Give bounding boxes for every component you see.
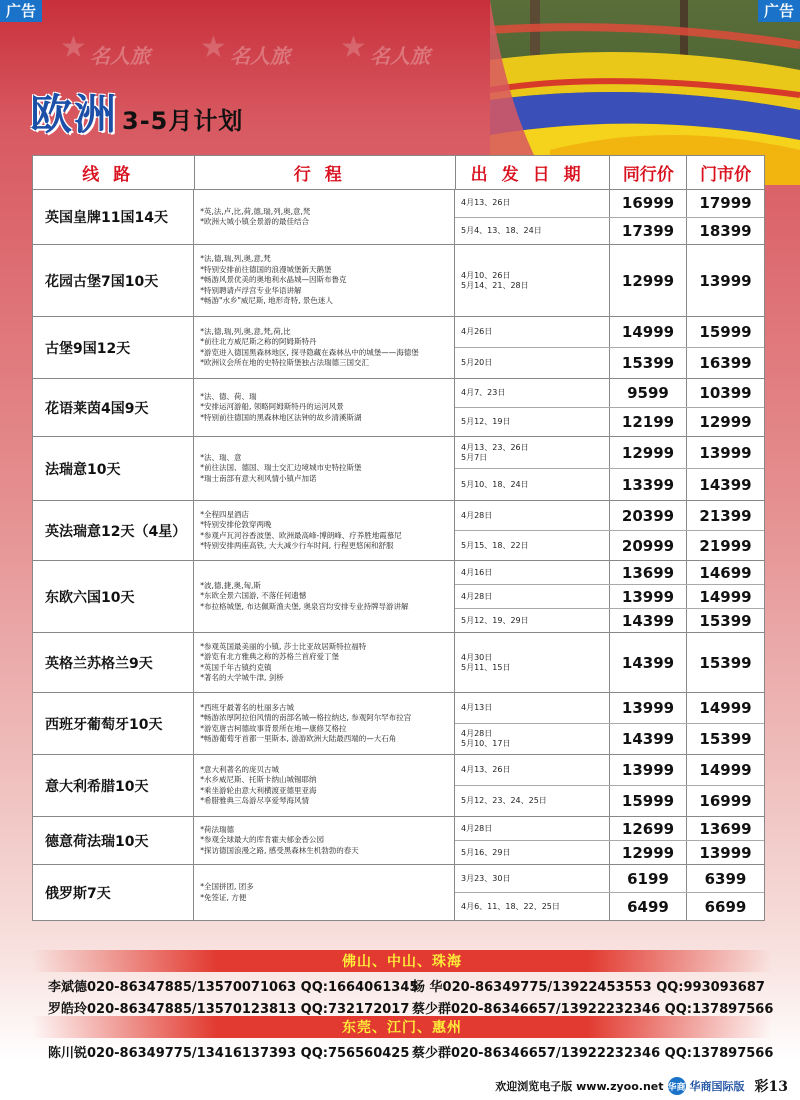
route-name: 英法瑞意12天（4星）	[33, 501, 194, 560]
route-name: 法瑞意10天	[33, 437, 194, 500]
star-icon: ★	[340, 30, 367, 65]
date-line: 4月13、23、26日	[461, 442, 529, 452]
itinerary	[194, 437, 455, 500]
itinerary-line: *欧洲议会所在地的史特拉斯堡独占法瑞德三国交汇	[200, 358, 369, 367]
departure-date	[455, 531, 610, 560]
departure-date	[455, 469, 610, 500]
date-line: 4月28日	[461, 823, 493, 833]
contact-line	[32, 1042, 772, 1060]
itinerary-line: *参观英国最美丽的小镇, 莎士比亚故居斯特拉福特	[200, 641, 367, 651]
departure-row	[455, 693, 764, 724]
trade-price: 14999	[610, 317, 687, 347]
contact-entry: 蔡少群020-86346657/13922232346 QQ:137897566	[412, 1001, 774, 1017]
table-row	[33, 693, 764, 755]
header-date: 出发日期	[456, 156, 611, 189]
page-title	[30, 82, 243, 142]
itinerary-line: *英国千年古镇约克镇	[200, 662, 272, 672]
itinerary-line: *法,德,瑞,列,奥,意,梵,荷,比	[200, 326, 291, 336]
trade-price: 16999	[610, 190, 687, 217]
departure-date	[455, 893, 610, 920]
departure-row	[455, 609, 764, 632]
table-row	[33, 245, 764, 317]
itinerary-line: *特别安排前往德国的浪漫城堡新天鹅堡	[200, 264, 332, 274]
retail-price: 14999	[699, 587, 752, 606]
departure-row	[455, 585, 764, 609]
retail-price: 6699	[704, 897, 747, 916]
departures	[455, 561, 764, 632]
departure-row	[455, 841, 764, 864]
itinerary-line: *乘坐游轮由意大利横渡亚德里亚海	[200, 785, 317, 795]
departure-row	[455, 893, 764, 920]
route-name: 意大利希腊10天	[33, 755, 194, 816]
departure-row	[455, 561, 764, 585]
footer	[0, 1072, 800, 1100]
departure-date	[455, 786, 610, 816]
departure-date	[455, 408, 610, 436]
contact-line	[32, 998, 772, 1016]
departures	[455, 379, 764, 436]
retail-price: 21999	[699, 536, 752, 555]
itinerary-line: *法、德、荷、瑞	[200, 391, 257, 401]
page-number: 彩13	[754, 1079, 788, 1095]
trade-price: 13999	[610, 693, 687, 723]
date-line: 5月20日	[461, 358, 493, 367]
retail-price: 15399	[699, 611, 752, 630]
date-line: 5月12、19、29日	[461, 615, 529, 625]
departure-row	[455, 724, 764, 754]
departure-row	[455, 218, 764, 245]
footer-brand: 华商国际版	[689, 1080, 745, 1093]
itinerary-line: *波,德,捷,奥,匈,斯	[200, 580, 261, 590]
date-line: 5月10、18、24日	[461, 479, 529, 489]
route-name: 德意荷法瑞10天	[33, 817, 194, 864]
departures	[455, 501, 764, 560]
departure-date	[455, 501, 610, 530]
departure-row	[455, 786, 764, 816]
itinerary-line: *特别安排伦敦穿两晚	[200, 520, 272, 529]
itinerary-line: *探访德国浪漫之路, 感受黑森林生机勃勃的春天	[200, 845, 359, 855]
departure-row	[455, 469, 764, 500]
departure-date	[455, 379, 610, 407]
trade-price: 17399	[610, 218, 687, 245]
departure-date	[455, 561, 610, 584]
retail-price: 15399	[699, 730, 752, 748]
itinerary	[194, 501, 455, 560]
retail-price: 13999	[699, 443, 752, 462]
date-line: 4月13、26日	[461, 198, 511, 208]
ad-tag-right: 广告	[758, 0, 800, 22]
contact-block-1	[32, 950, 772, 1016]
itinerary-line: *东欧全景六国游, 不落任何遗憾	[200, 591, 307, 601]
retail-price: 16999	[699, 792, 752, 810]
retail-price: 6399	[704, 869, 747, 888]
title-main: 欧洲	[30, 90, 119, 139]
itinerary-line: *全国拼团, 团多	[200, 882, 254, 891]
itinerary-line: *免签证, 方便	[200, 892, 247, 902]
itinerary-line: *游览唐吉柯德故事背景所在地—康修艾格拉	[200, 723, 347, 733]
region-bar	[32, 950, 772, 972]
itinerary-line: *西班牙最著名的杜丽多古城	[200, 702, 294, 712]
route-name: 西班牙葡萄牙10天	[33, 693, 194, 754]
watermark: 名人旅	[90, 44, 150, 68]
itinerary-line: *前往北方威尼斯之称的阿姆斯特丹	[200, 337, 317, 346]
departures	[455, 693, 764, 754]
itinerary	[194, 817, 455, 864]
ad-tag-left: 广告	[0, 0, 42, 22]
table-row	[33, 817, 764, 865]
departure-date	[455, 693, 610, 723]
retail-price: 13999	[699, 843, 752, 862]
departures	[455, 437, 764, 500]
contact-entry: 李斌德020-86347885/13570071063 QQ:1664061345	[48, 979, 419, 995]
trade-price: 12999	[610, 245, 687, 316]
date-line: 4月13日	[461, 703, 493, 712]
departure-date	[455, 609, 610, 632]
itinerary-line: *英,法,卢,比,荷,德,瑞,列,奥,意,梵	[200, 206, 311, 216]
itinerary	[194, 865, 455, 920]
date-line: 5月10、17日	[461, 739, 511, 748]
footer-text: 欢迎浏览电子版 www.zyoo.net	[495, 1080, 664, 1093]
retail-price: 14999	[699, 699, 752, 717]
itinerary	[194, 693, 455, 754]
date-line: 5月7日	[461, 452, 488, 462]
table-row	[33, 317, 764, 379]
region-label: 佛山、中山、珠海	[342, 954, 462, 970]
itinerary-line: *特别前往德国的黑森林地区法钟的故乡清溪斯湖	[200, 412, 362, 422]
departures	[455, 755, 764, 816]
header-route: 线路	[33, 156, 195, 189]
table-row	[33, 633, 764, 693]
trade-price: 6199	[610, 865, 687, 892]
route-name: 花园古堡7国10天	[33, 245, 194, 316]
table-row	[33, 501, 764, 561]
itinerary	[194, 379, 455, 436]
departures	[455, 317, 764, 378]
itinerary-line: *法,德,瑞,列,奥,意,梵	[200, 254, 271, 264]
itinerary-line: *法、瑞、意	[200, 452, 242, 462]
itinerary-line: *水乡威尼斯、托斯卡纳山城锡耶纳	[200, 775, 317, 784]
departure-row	[455, 245, 764, 316]
date-line: 4月26日	[461, 327, 493, 336]
retail-price: 13999	[699, 271, 752, 290]
contact-line	[32, 976, 772, 994]
itinerary-line: *欧洲大城小镇全景游的最佳结合	[200, 217, 309, 226]
trade-price: 14399	[610, 724, 687, 754]
contact-entry: 杨 华020-86349775/13922453553 QQ:993093687	[412, 979, 765, 995]
departure-row	[455, 408, 764, 436]
departure-date	[455, 755, 610, 785]
header-trade-price: 同行价	[610, 156, 687, 189]
date-line: 4月10、26日	[461, 270, 511, 280]
logo-icon: 华商	[668, 1077, 686, 1095]
contact-entry: 陈川锐020-86349775/13416137393 QQ:756560425	[48, 1045, 410, 1061]
retail-price: 18399	[699, 221, 752, 240]
departure-row	[455, 817, 764, 841]
itinerary-line: *畅游"水乡"威尼斯, 地形奇特, 景色迷人	[200, 296, 333, 306]
route-name: 英格兰苏格兰9天	[33, 633, 194, 692]
itinerary-line: *希腊雅典三岛游尽享爱琴海风情	[200, 796, 309, 805]
departures	[455, 245, 764, 316]
date-line: 4月7、23日	[461, 388, 506, 397]
retail-price: 21399	[699, 506, 752, 525]
table-row	[33, 379, 764, 437]
table-header	[33, 156, 764, 190]
table-row	[33, 561, 764, 633]
retail-price: 10399	[699, 384, 752, 402]
trade-price: 20999	[610, 531, 687, 560]
header-itinerary: 行程	[195, 156, 456, 189]
tour-table	[32, 155, 765, 921]
itinerary-line: *畅游葡萄牙首都一里斯本, 游游欧洲大陆最西端的—大石角	[200, 734, 397, 743]
departure-row	[455, 865, 764, 893]
contact-entry: 蔡少群020-86346657/13922232346 QQ:137897566	[412, 1045, 774, 1061]
departure-row	[455, 437, 764, 469]
table-body	[33, 190, 764, 920]
itinerary	[194, 317, 455, 378]
retail-price: 15399	[699, 653, 752, 672]
route-name: 英国皇牌11国14天	[33, 190, 194, 244]
date-line: 4月28日	[461, 510, 493, 520]
itinerary	[194, 561, 455, 632]
table-row	[33, 437, 764, 501]
departure-date	[455, 348, 610, 378]
itinerary	[194, 190, 455, 244]
table-row	[33, 865, 764, 920]
departure-row	[455, 633, 764, 692]
date-line: 4月28日	[461, 729, 493, 738]
itinerary-line: *游览进入德国黑森林地区, 探寻隐藏在森林丛中的城堡——海德堡	[200, 347, 419, 357]
itinerary-line: *特别聘请卢浮宫专业华语讲解	[200, 285, 302, 295]
route-name: 花语莱茵4国9天	[33, 379, 194, 436]
date-line: 3月23、30日	[461, 873, 511, 883]
trade-price: 9599	[610, 379, 687, 407]
trade-price: 15399	[610, 348, 687, 378]
itinerary-line: *全程四星酒店	[200, 509, 249, 519]
date-line: 5月12、23、24、25日	[461, 796, 547, 805]
route-name: 古堡9国12天	[33, 317, 194, 378]
trade-price: 13699	[610, 561, 687, 584]
route-name: 俄罗斯7天	[33, 865, 194, 920]
departure-date	[455, 437, 610, 468]
date-line: 5月16、29日	[461, 847, 511, 857]
departure-date	[455, 190, 610, 217]
departure-row	[455, 379, 764, 408]
header-retail-price: 门市价	[700, 165, 752, 185]
retail-price: 12999	[699, 413, 752, 431]
date-line: 4月13、26日	[461, 765, 511, 774]
contact-entry: 罗皓玲020-86347885/13570123813 QQ:732172017	[48, 1001, 410, 1017]
contact-block-2	[32, 1016, 772, 1060]
star-icon: ★	[60, 30, 87, 65]
watermark: 名人旅	[370, 44, 430, 68]
itinerary	[194, 633, 455, 692]
itinerary-line: *特别安排两座高铁, 大大减少行车时间, 行程更悠闲和舒服	[200, 541, 394, 550]
trade-price: 12999	[610, 437, 687, 468]
date-line: 4月6、11、18、22、25日	[461, 901, 560, 911]
retail-price: 16399	[699, 354, 752, 372]
departure-date	[455, 865, 610, 892]
departure-date	[455, 724, 610, 754]
date-line: 4月30日	[461, 652, 493, 662]
date-line: 4月16日	[461, 567, 493, 577]
retail-price: 15999	[699, 323, 752, 341]
departure-date	[455, 817, 610, 840]
itinerary-line: *著名的大学城牛津, 剑桥	[200, 673, 284, 682]
trade-price: 14399	[610, 609, 687, 632]
trade-price: 13999	[610, 585, 687, 608]
departure-row	[455, 348, 764, 378]
departure-date	[455, 218, 610, 245]
table-row	[33, 755, 764, 817]
itinerary-line: *畅游风景优美的奥地利水晶城—因斯布鲁克	[200, 275, 347, 285]
title-sub: 3-5月计划	[122, 107, 244, 135]
itinerary-line: *参观全球最大的库肯霍夫郁金香公园	[200, 835, 324, 845]
retail-price: 14399	[699, 475, 752, 494]
itinerary-line: *畅游浓厚阿拉伯风情的南部名城—格拉纳达, 参观阿尔罕布拉宫	[200, 713, 412, 722]
itinerary-line: *意大利著名的庞贝古城	[200, 764, 279, 774]
departure-date	[455, 633, 610, 692]
date-line: 5月14、21、28日	[461, 280, 529, 290]
departures	[455, 190, 764, 244]
departure-row	[455, 531, 764, 560]
trade-price: 13999	[610, 755, 687, 785]
trade-price: 13399	[610, 469, 687, 500]
route-name: 东欧六国10天	[33, 561, 194, 632]
trade-price: 12999	[610, 841, 687, 864]
retail-price: 17999	[699, 194, 752, 213]
trade-price: 15999	[610, 786, 687, 816]
date-line: 4月28日	[461, 591, 493, 601]
departure-row	[455, 190, 764, 218]
date-line: 5月15、18、22日	[461, 540, 529, 550]
star-icon: ★	[200, 30, 227, 65]
departure-row	[455, 755, 764, 786]
date-line: 5月11、15日	[461, 662, 511, 672]
itinerary	[194, 755, 455, 816]
departure-date	[455, 585, 610, 608]
retail-price: 14999	[699, 761, 752, 779]
departure-row	[455, 501, 764, 531]
region-label: 东莞、江门、惠州	[342, 1020, 462, 1036]
departures	[455, 817, 764, 864]
region-bar	[32, 1016, 772, 1038]
itinerary	[194, 245, 455, 316]
departure-date	[455, 841, 610, 864]
date-line: 5月4、13、18、24日	[461, 225, 542, 235]
departure-row	[455, 317, 764, 348]
table-row	[33, 190, 764, 245]
itinerary-line: *瑞士南部有意大利风情小镇卢加诺	[200, 473, 317, 483]
retail-price: 13699	[699, 819, 752, 838]
trade-price: 20399	[610, 501, 687, 530]
departures	[455, 865, 764, 920]
itinerary-line: *安排运河游船, 领略阿姆斯特丹的运河风景	[200, 402, 344, 412]
itinerary-line: *参观卢瓦河谷香波堡、欧洲最高峰-博朗峰、疗养胜地霞慕尼	[200, 530, 402, 540]
itinerary-line: *游览有北方雅典之称的苏格兰首府爱丁堡	[200, 652, 339, 661]
trade-price: 12199	[610, 408, 687, 436]
itinerary-line: *前往法国、德国、瑞士交汇边境城市史特拉斯堡	[200, 463, 362, 473]
retail-price: 14699	[699, 563, 752, 582]
departure-date	[455, 245, 610, 316]
trade-price: 12699	[610, 817, 687, 840]
date-line: 5月12、19日	[461, 417, 511, 426]
itinerary-line: *荷法瑞德	[200, 824, 234, 834]
trade-price: 14399	[610, 633, 687, 692]
trade-price: 6499	[610, 893, 687, 920]
itinerary-line: *布拉格城堡, 布达佩斯渔夫堡, 奥泉宫均安排专业持牌导游讲解	[200, 601, 409, 611]
departure-date	[455, 317, 610, 347]
watermark: 名人旅	[230, 44, 290, 68]
departures	[455, 633, 764, 692]
